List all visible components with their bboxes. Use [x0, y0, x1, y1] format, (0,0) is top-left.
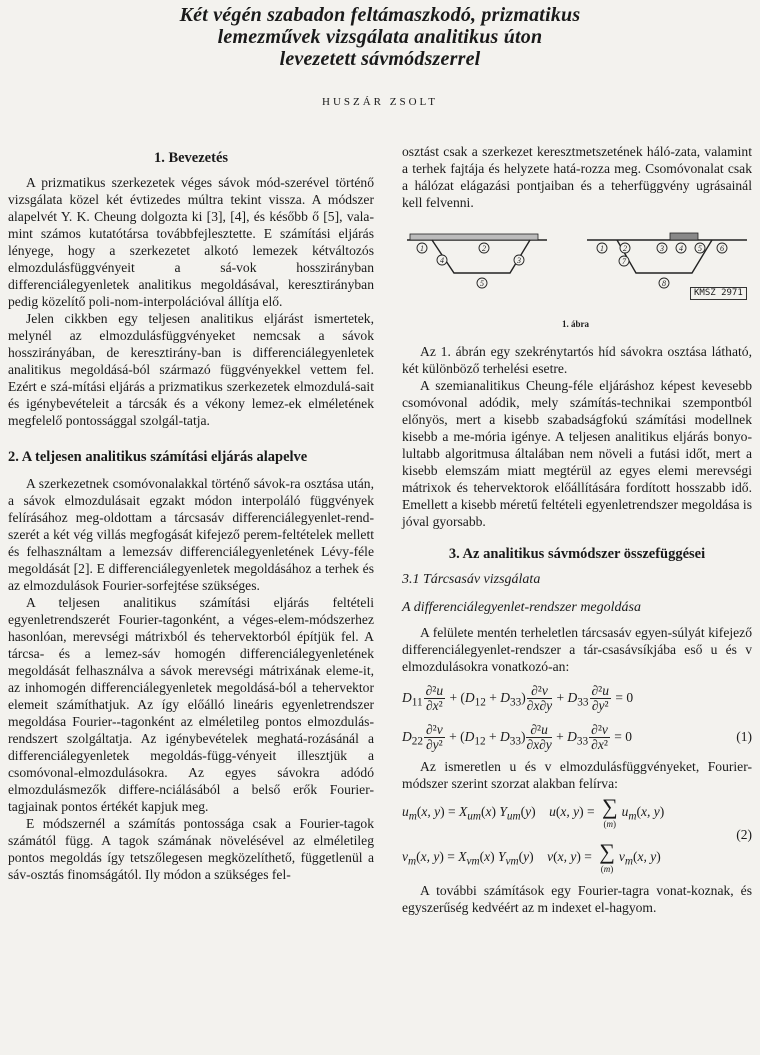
- paragraph: Az ismeretlen u és v elmozdulásfüggvényeket, Fourier-módszer szerint szorzat alakban felírva:: [402, 759, 752, 792]
- title-line-1: Két végén szabadon feltámaszkodó, prizmatikus: [179, 4, 581, 26]
- equation-number: (2): [736, 827, 752, 843]
- author-name: HUSZÁR ZSOLT: [322, 96, 438, 108]
- right-column: [402, 143, 752, 916]
- node-label: 7: [622, 257, 626, 266]
- paragraph: A szemianalitikus Cheung-féle eljáráshoz képest kevesebb csomóvonal adódik, mely számítás-technikai szempontból előnyös, mert a kisebb szabadságfokú számítási modellnek kisebb a me-mória igénye. A teljesen analitikus eljárás bonyo-lultabb algoritmusa általában nem növeli a futási időt, mert a kisebb elemszám miatt megtérül az egyes elemi merevségi mátrixok és tehervektorok előállítására fordított hosszabb idő. Emellett a kisebb méretű feltételi egyenletrendszer megoldása is jóval gyorsabb.: [402, 378, 752, 529]
- paragraph: Az 1. ábrán egy szekrénytartós híd sávokra osztása látható, két különböző terhelési esetre.: [402, 344, 752, 376]
- paragraph: A szerkezetnek csomóvonalakkal történő sávok-ra osztása után, a sávok elmozdulásait egzakt módon interpoláló függvények felírásához meg-oldottam a tárcsasáv differenciálegyenlet-rend-szerét a két vég villás megfogását kifejező perem-feltételek mellett és felhasználtam a lemezsáv differenciálegyenletének Lévy-féle megoldását [2]. E differenciálegyenletek megoldásához a terhek és az elmozdulások Fourier-sorfejtése szükséges.: [8, 476, 374, 593]
- paragraph: E módszernél a számítás pontossága csak a Fourier-tagok számától függ. A tagok számának növelésével az elméletileg pontos megoldás így tetszőlegesen megközelíthető, függetlenül a sáv-osztás finomságától. Ily módon a szükséges fel-: [8, 816, 374, 882]
- section-2-heading: 2. A teljesen analitikus számítási eljárás alapelve: [8, 449, 308, 465]
- figure-1: [402, 225, 752, 337]
- figure-caption: 1. ábra: [562, 319, 589, 329]
- equation-number: (1): [736, 728, 752, 744]
- node-label: 3: [660, 244, 664, 253]
- node-label: 5: [698, 244, 702, 253]
- equation-2b: $v_m(x$, $y) = X_{vm}(x)$ $Y_{vm}(y)$ v(x, y) = ∑ (m) $v_m(x$, y) (2): [402, 837, 752, 882]
- node-label: 3: [517, 256, 521, 265]
- equation-1a: $D_{11}$ $\frac{\text{∂²u}}{\text{∂x²}}$ + $(D_{12} + D_{33})$ $\frac{\text{∂²v}}{\partial x\partial y}$ + $D_{33}$ $\frac{\text{∂²u}}{\text{∂y²}}$ = 0: [402, 683, 634, 714]
- paragraph: osztást csak a szerkezet keresztmetszetének háló-zata, valamint a terhek fajtája és helyzete hatá-rozza meg. Csomóvonalat csak a hálózat elágazási pontjaiban és a teherfüggvény ugrásainál kell felvenni.: [402, 144, 752, 210]
- node-label: 5: [480, 279, 484, 288]
- paragraph: A prizmatikus szerkezetek véges sávok mód-szerével történő vizsgálata közel két évtizedes múltra tekint vissza. A módszer alapelvét Y. K. Cheung dolgozta ki [3], [4], és később ő [5], vala-mint számos kutatótársa továbbfejlesztette. E számítási eljárás lényege, hogy a szerkezetet alkotó lemezek kétváltozós elmozdulásfüggvényeit a sá-vok hosszirányban differenciálegyenletek analitikus megoldásával, keresztirányban pedig közelítő poli-nom-interpolációval állítja elő.: [8, 175, 374, 309]
- node-label: 2: [623, 244, 627, 253]
- paragraph: A további számítások egy Fourier-tagra vonat-koznak, és egyszerűség kedvéért az m indexet el-hagyom.: [402, 882, 752, 915]
- node-label: 8: [662, 279, 666, 288]
- equation-1b: $D_{22}$ $\frac{\text{∂²v}}{\text{∂y²}}$ + $(D_{12} + D_{33})$ $\frac{\text{∂²u}}{\partial x\partial y}$ + $D_{33}$ $\frac{\text{∂²v}}{\text{∂x²}}$ = 0 (1): [402, 720, 752, 759]
- node-label: 4: [440, 256, 444, 265]
- left-column: [8, 148, 374, 883]
- title-line-3: levezetett sávmódszerrel: [279, 48, 481, 70]
- paragraph: Jelen cikkben egy teljesen analitikus eljárást ismertetek, melynél az elmozdulásfüggvényeket nemcsak a sávok hosszirányában, de keresztirány-ban is differenciálegyenletek analitikus megoldásá-ból származó függvényekkel vettem fel. Ezért e szá-mítási eljárás a prizmatikus szerkezetek elmozdulá-sait és igénybevételeit a tárcsák és a vékony lemez-ek elméletének megfelelő pontossággal szolgál-tatja.: [8, 311, 374, 428]
- section-3-heading: 3. Az analitikus sávmódszer összefüggései: [448, 546, 706, 562]
- node-label: 1: [420, 244, 424, 253]
- article-title: [0, 4, 760, 70]
- node-label: 2: [482, 244, 486, 253]
- paragraph: A teljesen analitikus számítási eljárás feltételi egyenletrendszerét Fourier-tagonként, a véges-elem-módszerhez hasonlóan, merevségi mátrixból és tehervektorból építjük fel. A tárcsa- és a lemez-sáv homogén differenciálegyenletének megoldását felhasználva a sávok merevségi mátrixának eleme-it, az inhomogén differenciálegyenletek megoldásá-ból a tehervektor elemeit számíthatjuk. Az így előálló lineáris egyenletrendszer megoldása Fourier--tagonként az elméletileg pontos elmozdulás-rendszert szolgáltatja. Az igénybevételek meghatá-rozásánál a differenciálegyenletek megoldás-függ-vényeit illesztjük a csomóvonal-elmozdulásokra. Az egyes sávokra adódó elmozdulásmezők differe-nciálásából a belső erők Fourier-tagjainak pontos értékét kapjuk meg.: [8, 595, 374, 814]
- subsection-diff-eq: A differenciálegyenlet-rendszer megoldása: [402, 600, 641, 615]
- equation-2a: $u_m(x$, $y) = X_{um}(x)$ $Y_{um}(y)$ u(x, y) = ∑ (m) $u_m(x$, y): [402, 794, 665, 830]
- subsection-3-1: 3.1 Tárcsasáv vizsgálata: [402, 572, 541, 587]
- figure-stamp: KMSZ 2971: [690, 287, 747, 300]
- section-1-heading: 1. Bevezetés: [153, 150, 229, 166]
- node-label: 1: [600, 244, 604, 253]
- node-label: 4: [679, 244, 683, 253]
- paragraph: A felülete mentén terheletlen tárcsasáv egyen-súlyát kifejező differenciálegyenlet-rendszer a tár-csasávsíkjába eső u és v elmozdulásokra vonatkozó-an:: [402, 625, 752, 674]
- title-line-2: lemezművek vizsgálata analitikus úton: [217, 26, 543, 48]
- node-label: 6: [720, 244, 724, 253]
